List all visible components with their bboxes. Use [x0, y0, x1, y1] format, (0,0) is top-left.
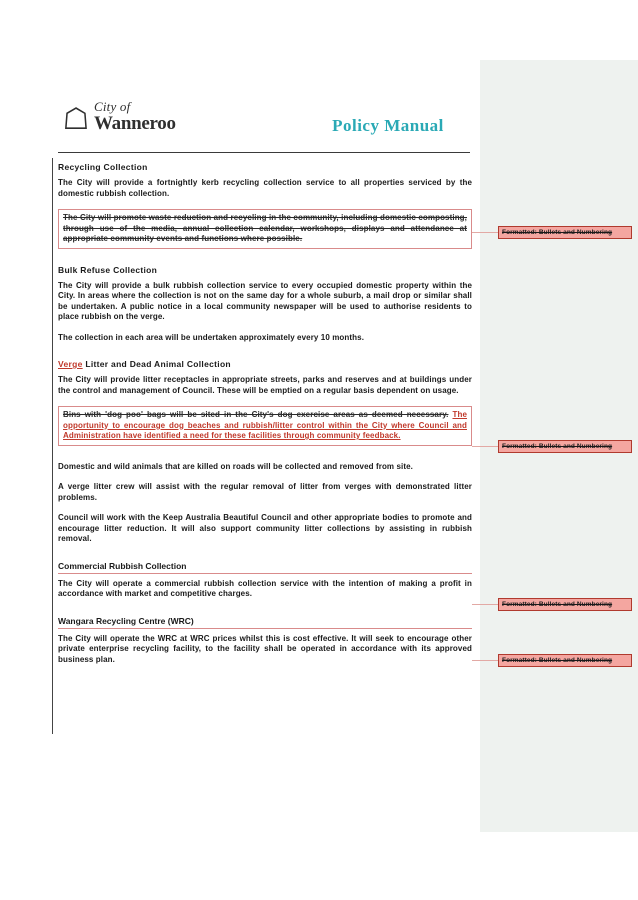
- callout-leader-2: [472, 446, 498, 447]
- callout-leader-1: [472, 232, 498, 233]
- paragraph-recycling-1: The City will provide a fortnightly kerb recycling collection service to all properties serviced by the domestic rubbish collection.: [58, 178, 472, 198]
- paragraph-litter-1: The City will provide litter receptacles in appropriate streets, parks and reserves and at buildings under the control and management of Council. These will be emptied on a regular basis dependent on usage.: [58, 375, 472, 395]
- logo-text: [94, 100, 210, 134]
- paragraph-commercial-1: The City will operate a commercial rubbish collection service with the intention of making a profit in accordance with market and competitive charges.: [58, 578, 472, 598]
- header-divider: [58, 152, 470, 153]
- logo-city-label: City of: [94, 99, 131, 114]
- paragraph-litter-2: [63, 410, 467, 442]
- formatting-callout-4[interactable]: [498, 654, 632, 667]
- formatting-callout-1[interactable]: [498, 226, 632, 239]
- formatting-callout-2[interactable]: [498, 440, 632, 453]
- section-heading-commercial: Commercial Rubbish Collection: [58, 561, 472, 574]
- section-heading-wrc: Wangara Recycling Centre (WRC): [58, 616, 472, 629]
- formatting-callout-4-label: Formatted: Bullets and Numbering: [502, 657, 613, 664]
- callout-leader-4: [472, 660, 498, 661]
- formatting-callout-2-label: Formatted: Bullets and Numbering: [502, 443, 613, 450]
- formatting-callout-3[interactable]: [498, 598, 632, 611]
- city-crest-icon: ☖: [62, 103, 90, 136]
- paragraph-recycling-2: The City will promote waste reduction and recycling in the community, including domestic composting, through use of the media, annual collection calendar, workshops, displays and attendance at appropriate community events and functions where possible.: [63, 213, 467, 243]
- changed-block-recycling-2: [58, 209, 472, 249]
- document-body: [58, 162, 472, 675]
- paragraph-litter-5: Council will work with the Keep Australia Beautiful Council and other appropriate bodies to promote and encourage litter reduction. It will also support community litter collections by assisting in rubbish removal.: [58, 513, 472, 543]
- logo: [58, 100, 210, 142]
- section-heading-recycling: Recycling Collection: [58, 162, 148, 172]
- paragraph-bulk-1: The City will provide a bulk rubbish collection service to every occupied domestic property within the City. In areas where the collection is not on the same day for a whole suburb, a mail drop or similar shall be undertaken. A public notice in a local community newspaper will be used to authorise residents to place rubbish on the verge.: [58, 280, 472, 321]
- deleted-text-litter-2: Bins with 'dog poo' bags will be sited in the City's dog exercise areas as deemed necessary.: [63, 410, 449, 419]
- paragraph-wrc-1: The City will operate the WRC at WRC prices whilst this is cost effective. It will seek to encourage other private enterprise recycling facility, to the facility shall be operated in accordance with its approved business plan.: [58, 633, 472, 664]
- logo-wanneroo-label: Wanneroo: [94, 113, 176, 134]
- change-bar: [52, 158, 53, 734]
- document-header: [58, 100, 470, 150]
- paragraph-litter-3: Domestic and wild animals that are killed on roads will be collected and removed from site.: [58, 461, 413, 471]
- formatting-callout-3-label: Formatted: Bullets and Numbering: [502, 601, 613, 608]
- section-heading-litter-label: Litter and Dead Animal Collection: [85, 359, 231, 369]
- inserted-heading-word: Verge: [58, 359, 83, 369]
- callout-leader-3: [472, 604, 498, 605]
- formatting-callout-1-label: Formatted: Bullets and Numbering: [502, 229, 613, 236]
- inserted-text-litter-2: The opportunity to encourage dog beaches and rubbish/litter control within the City where Council and Administration have identified a need for these facilities through community feedback.: [63, 410, 468, 440]
- section-heading-bulk-refuse: Bulk Refuse Collection: [58, 264, 158, 275]
- paragraph-bulk-2: The collection in each area will be undertaken approximately every 10 months.: [58, 332, 365, 342]
- changed-block-litter-2: [58, 406, 472, 446]
- page-title: Policy Manual: [332, 116, 444, 135]
- section-heading-litter: [58, 359, 472, 369]
- paragraph-litter-4: A verge litter crew will assist with the regular removal of litter from verges with demonstrated litter problems.: [58, 482, 472, 502]
